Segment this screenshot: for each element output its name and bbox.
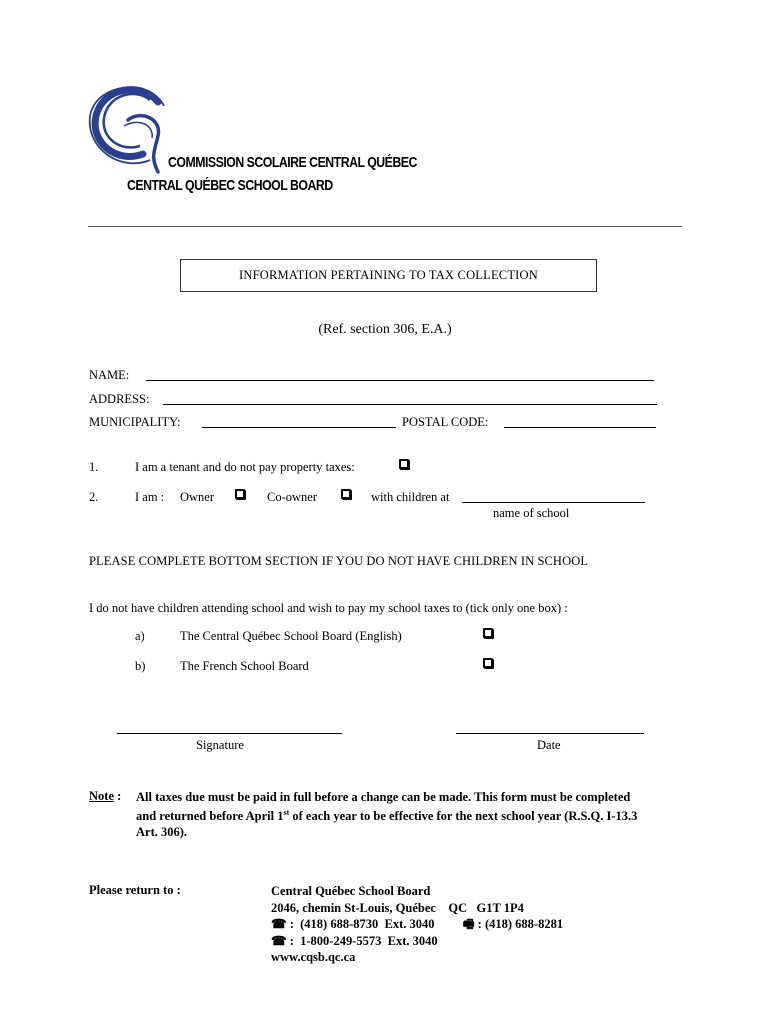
address-label: ADDRESS: bbox=[89, 392, 150, 406]
municipality-field[interactable] bbox=[202, 416, 396, 428]
return-phone: : (418) 688-8730 Ext. 3040 bbox=[289, 917, 435, 931]
owner-label: Owner bbox=[180, 490, 215, 504]
return-label: Please return to : bbox=[89, 883, 181, 897]
note-colon: : bbox=[117, 789, 122, 803]
item1-text: I am a tenant and do not pay property taxes: bbox=[135, 460, 355, 474]
item2-number: 2. bbox=[89, 490, 99, 504]
owner-checkbox[interactable] bbox=[235, 489, 245, 499]
option-a-letter: a) bbox=[135, 629, 145, 643]
name-field[interactable] bbox=[146, 369, 654, 381]
instruction-text: I do not have children attending school and wish to pay my school taxes to (tick only one box) : bbox=[89, 601, 568, 615]
signature-line[interactable] bbox=[117, 733, 342, 734]
note-label-wrap bbox=[89, 789, 121, 804]
option-b-letter: b) bbox=[135, 659, 146, 673]
return-tollfree: : 1-800-249-5573 Ext. 3040 bbox=[289, 933, 438, 948]
date-line[interactable] bbox=[456, 733, 644, 734]
return-address-block bbox=[271, 883, 563, 966]
postal-code-label: POSTAL CODE: bbox=[402, 415, 489, 429]
coowner-label: Co-owner bbox=[267, 490, 317, 504]
school-board-logo bbox=[88, 80, 178, 180]
note-label: Note bbox=[89, 789, 114, 803]
header-divider bbox=[88, 226, 682, 227]
option-b-checkbox[interactable] bbox=[483, 658, 493, 668]
note-line-2: and returned before April 1st of each year to be effective for the next school year (R.S.Q. I-13.3 bbox=[136, 808, 638, 824]
section-heading: PLEASE COMPLETE BOTTOM SECTION IF YOU DO NOT HAVE CHILDREN IN SCHOOL bbox=[89, 554, 589, 568]
signature-label: Signature bbox=[196, 738, 244, 752]
return-website[interactable]: www.cqsb.qc.ca bbox=[271, 950, 356, 964]
option-a-checkbox[interactable] bbox=[483, 628, 493, 638]
item2-iam: I am : bbox=[135, 490, 165, 504]
tenant-checkbox[interactable] bbox=[399, 459, 409, 469]
form-reference: (Ref. section 306, E.A.) bbox=[318, 322, 452, 337]
org-name-english: CENTRAL QUÉBEC SCHOOL BOARD bbox=[127, 177, 333, 194]
municipality-label: MUNICIPALITY: bbox=[89, 415, 181, 429]
option-b-text: The French School Board bbox=[180, 659, 309, 673]
item1-number: 1. bbox=[89, 460, 99, 474]
coowner-checkbox[interactable] bbox=[341, 489, 351, 499]
fax-icon: 🖷 bbox=[462, 917, 475, 931]
return-address: 2046, chemin St-Louis, Québec QC G1T 1P4 bbox=[271, 900, 524, 915]
return-name: Central Québec School Board bbox=[271, 884, 431, 898]
date-label: Date bbox=[537, 738, 561, 752]
option-a-text: The Central Québec School Board (English) bbox=[180, 629, 402, 643]
phone-icon: ☎ bbox=[271, 933, 287, 948]
note-line-1: All taxes due must be paid in full before a change can be made. This form must be completed bbox=[136, 790, 631, 804]
note-text bbox=[136, 789, 637, 840]
return-tollfree-row bbox=[271, 933, 563, 950]
phone-icon: ☎ bbox=[271, 917, 287, 931]
form-title: INFORMATION PERTAINING TO TAX COLLECTION bbox=[180, 259, 597, 292]
org-name-french: COMMISSION SCOLAIRE CENTRAL QUÉBEC bbox=[168, 154, 417, 171]
name-label: NAME: bbox=[89, 368, 130, 382]
school-name-field[interactable] bbox=[462, 491, 645, 503]
note-line-3: Art. 306). bbox=[136, 825, 188, 840]
address-field[interactable] bbox=[163, 393, 657, 405]
return-phone-row bbox=[271, 916, 563, 933]
school-name-caption: name of school bbox=[493, 506, 570, 520]
return-fax: : (418) 688-8281 bbox=[477, 917, 564, 931]
postal-code-field[interactable] bbox=[504, 416, 656, 428]
children-at-label: with children at bbox=[371, 490, 450, 504]
